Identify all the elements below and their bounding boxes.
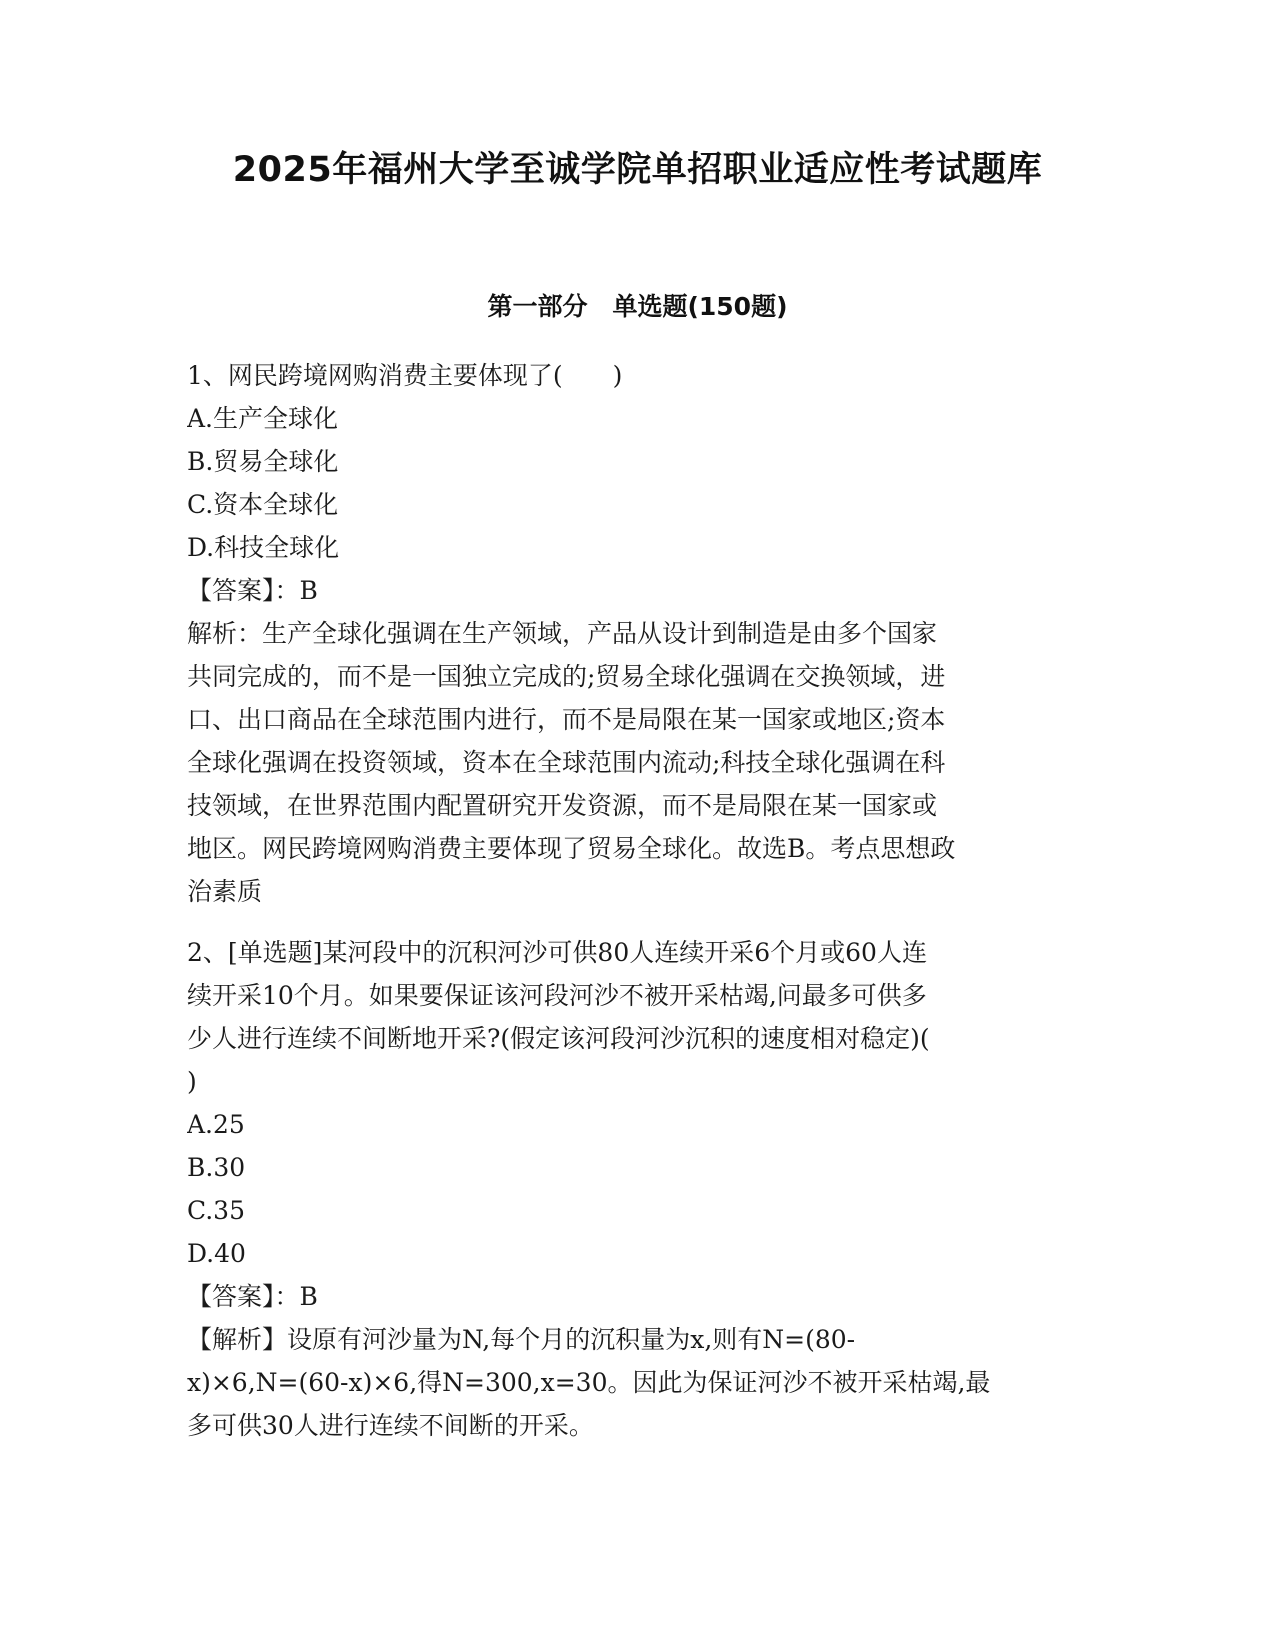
question-2-analysis-line: 多可供30人进行连续不间断的开采。: [187, 1411, 594, 1440]
question-2-option-d: D.40: [187, 1239, 246, 1268]
question-2-stem-line: ): [187, 1067, 197, 1096]
question-2-option-a: A.25: [187, 1110, 245, 1139]
question-2-analysis-line: 【解析】设原有河沙量为N,每个月的沉积量为x,则有N=(80-: [187, 1325, 856, 1354]
question-1-stem: 1、网民跨境网购消费主要体现了( ): [187, 361, 623, 390]
question-2-option-c: C.35: [187, 1196, 245, 1225]
question-2-analysis-line: x)×6,N=(60-x)×6,得N=300,x=30。因此为保证河沙不被开采枯竭,最: [187, 1368, 991, 1397]
document-title: 2025年福州大学至诚学院单招职业适应性考试题库: [232, 150, 1043, 190]
question-2-stem-line: 少人进行连续不间断地开采?(假定该河段河沙沉积的速度相对稳定)(: [187, 1024, 930, 1053]
section-title: 第一部分 单选题(150题): [487, 292, 788, 321]
question-2-answer: 【答案】：B: [187, 1282, 318, 1311]
question-1-answer: 【答案】：B: [187, 576, 318, 605]
question-1: [187, 354, 1087, 913]
question-1-analysis-line: 全球化强调在投资领域，资本在全球范围内流动;科技全球化强调在科: [187, 748, 946, 777]
document-body: [187, 354, 1087, 1447]
question-2: [187, 931, 1087, 1447]
question-1-analysis-line: 治素质: [187, 877, 263, 906]
question-1-option-b: B.贸易全球化: [187, 447, 339, 476]
question-2-stem-line: 续开采10个月。如果要保证该河段河沙不被开采枯竭,问最多可供多: [187, 981, 927, 1010]
question-1-analysis-line: 技领域，在世界范围内配置研究开发资源，而不是局限在某一国家或: [187, 791, 938, 820]
question-1-analysis-line: 地区。网民跨境网购消费主要体现了贸易全球化。故选B。考点思想政: [187, 834, 956, 863]
question-2-stem-line: 2、[单选题]某河段中的沉积河沙可供80人连续开采6个月或60人连: [187, 938, 927, 967]
question-1-option-c: C.资本全球化: [187, 490, 339, 519]
question-1-analysis-line: 解析：生产全球化强调在生产领域，产品从设计到制造是由多个国家: [187, 619, 938, 648]
question-2-option-b: B.30: [187, 1153, 246, 1182]
question-1-analysis-line: 共同完成的，而不是一国独立完成的;贸易全球化强调在交换领域，进: [187, 662, 946, 691]
question-1-option-d: D.科技全球化: [187, 533, 340, 562]
question-1-option-a: A.生产全球化: [187, 404, 339, 433]
question-separator: [187, 913, 1087, 931]
question-1-analysis-line: 口、出口商品在全球范围内进行，而不是局限在某一国家或地区;资本: [187, 705, 946, 734]
